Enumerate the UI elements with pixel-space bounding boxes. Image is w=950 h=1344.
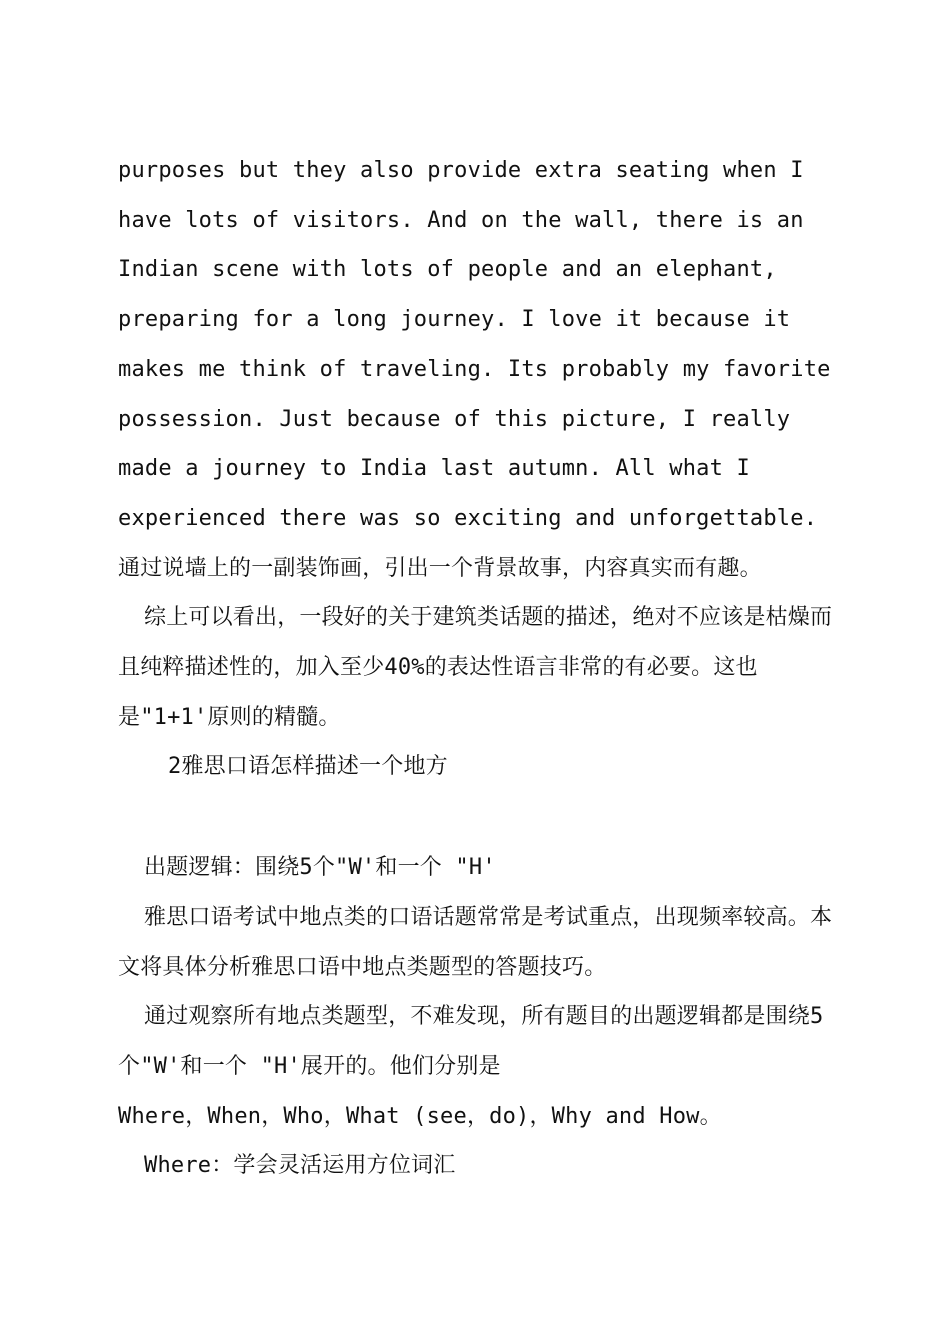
- paragraph-w-list: Where，When，Who，What (see，do)，Why and How。: [118, 1103, 722, 1129]
- paragraph-observation: 通过观察所有地点类题型，不难发现，所有题目的出题逻辑都是围绕5个"W'和一个 "H'展开的。他们分别是: [118, 1004, 824, 1079]
- blank-spacer: [118, 792, 838, 843]
- paragraph-summary: 综上可以看出，一段好的关于建筑类话题的描述，绝对不应该是枯燥而且纯粹描述性的，加入至少40%的表达性语言非常的有必要。这也是"1+1'原则的精髓。: [118, 605, 833, 730]
- paragraph-intro: 雅思口语考试中地点类的口语话题常常是考试重点，出现频率较高。本文将具体分析雅思口语中地点类题型的答题技巧。: [118, 904, 833, 980]
- paragraph-decoration-story: purposes but they also provide extra seating when I have lots of visitors. And on the wall, there is an Indian scene with lots of people and an elephant, preparing for a long journey. I love it because it makes me think of traveling. Its probably my favorite possession. Just because of this picture, I really made a journey to India last autumn. All what I experienced there was so exciting and unforgettable. 通过说墙上的一副装饰画，引出一个背景故事，内容真实而有趣。: [118, 158, 845, 581]
- document-page: [118, 146, 845, 1191]
- paragraph-where: Where：学会灵活运用方位词汇: [144, 1153, 456, 1179]
- paragraph-question-logic: 出题逻辑：围绕5个"W'和一个 "H': [144, 855, 496, 881]
- section-heading: 2雅思口语怎样描述一个地方: [168, 754, 448, 780]
